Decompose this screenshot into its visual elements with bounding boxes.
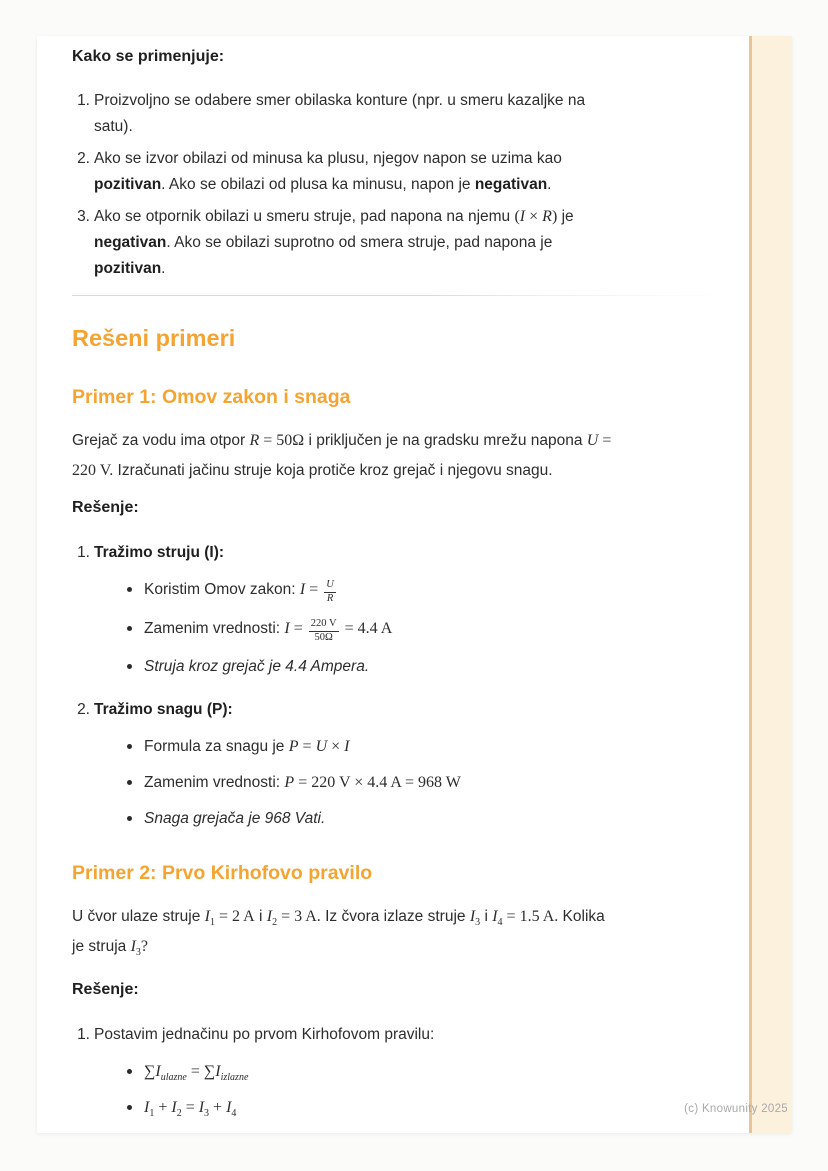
list-item-text: Ako se otpornik obilazi u smeru struje, pad napona na njemu (I × R) je negativan. Ako se obilazi suprotno od smera struje, pad napona je pozitivan. <box>94 208 574 277</box>
example2-solution-label: Rešenje: <box>72 981 139 999</box>
example2-problem: U čvor ulaze struje $I_1 = 2$ A i $I_2 = 3$ A. Iz čvora izlaze struje $I_3$ i $I_4 = 1.5$ A. Kolika je struja $I_3$? <box>72 908 605 959</box>
example-1 <box>72 385 722 841</box>
example1-solution-label: Rešenje: <box>72 499 139 516</box>
formula: Formula za snagu je P = U × I <box>144 738 350 756</box>
list-item-text: Ako se izvor obilazi od minusa ka plusu, njegov napon se uzima kao pozitivan. Ako se obilazi od plusa ka minusu, napon je negativan. <box>94 150 562 193</box>
bullet-list <box>94 576 722 680</box>
formula: Koristim Omov zakon: I = $\frac{U}{R}$ <box>144 579 334 604</box>
solved-examples-heading: Rešeni primeri <box>72 325 236 351</box>
document-card <box>37 36 792 1133</box>
copyright-watermark: (c) Knowunity 2025 <box>684 1103 788 1115</box>
list-item-text: Proizvoljno se odabere smer obilaska konture (npr. u smeru kazaljke na satu). <box>94 92 586 135</box>
formula-item <box>94 1058 722 1085</box>
example1-steps <box>72 540 722 841</box>
formula-item <box>94 769 722 796</box>
result-text: Snaga grejača je 968 Vati. <box>144 810 326 828</box>
list-number: 2. <box>77 701 90 719</box>
formula-item <box>94 733 722 760</box>
document-content <box>37 36 722 1138</box>
example-2 <box>72 861 722 1130</box>
accent-stripe <box>749 36 792 1133</box>
example1-heading: Primer 1: Omov zakon i snaga <box>72 386 351 408</box>
intro-heading: Kako se primenjuje: <box>72 48 225 65</box>
example2-heading: Primer 2: Prvo Kirhofovo pravilo <box>72 862 373 885</box>
list-number: 3. <box>77 208 90 225</box>
intro-item-1 <box>72 88 722 140</box>
example1-step-1 <box>72 540 722 689</box>
example2-step-1 <box>72 1022 722 1130</box>
bullet-list <box>94 733 722 832</box>
result-text: Struja kroz grejač je 4.4 Ampera. <box>144 658 370 676</box>
formula: Zamenim vrednosti: I = $\frac{220 V}{50\Omega}$ = 4.4 A <box>144 618 393 643</box>
formula: $I_1 + I_2 = I_3 + I_4$ <box>144 1099 237 1120</box>
example1-step-2 <box>72 697 722 841</box>
bullet-list <box>94 1058 722 1121</box>
formula-item <box>94 615 722 645</box>
intro-list <box>72 88 722 282</box>
intro-item-3 <box>72 204 722 282</box>
list-number: 1. <box>77 1026 90 1044</box>
formula-item <box>94 1094 722 1121</box>
result-note <box>94 653 722 680</box>
step-title: Tražimo struju (I): <box>94 544 225 561</box>
result-note <box>94 805 722 832</box>
formula: Zamenim vrednosti: P = 220 V × 4.4 A = 968 W <box>144 774 461 792</box>
step-title: Tražimo snagu (P): <box>94 701 233 719</box>
example2-steps <box>72 1022 722 1130</box>
step-title: Postavim jednačinu po prvom Kirhofovom pravilu: <box>94 1026 435 1044</box>
section-divider <box>72 295 722 296</box>
formula-item <box>94 576 722 606</box>
example1-problem: Grejač za vodu ima otpor R = 50Ω i priključen je na gradsku mrežu napona U = 220 V. Izračunati jačinu struje koja protiče kroz grejač i njegovu snagu. <box>72 432 612 479</box>
list-number: 2. <box>77 150 90 167</box>
list-number: 1. <box>77 92 90 109</box>
list-number: 1. <box>77 544 90 561</box>
formula: $\sum I_{ulazne} = \sum I_{izlazne}$ <box>144 1063 249 1084</box>
intro-item-2 <box>72 146 722 198</box>
